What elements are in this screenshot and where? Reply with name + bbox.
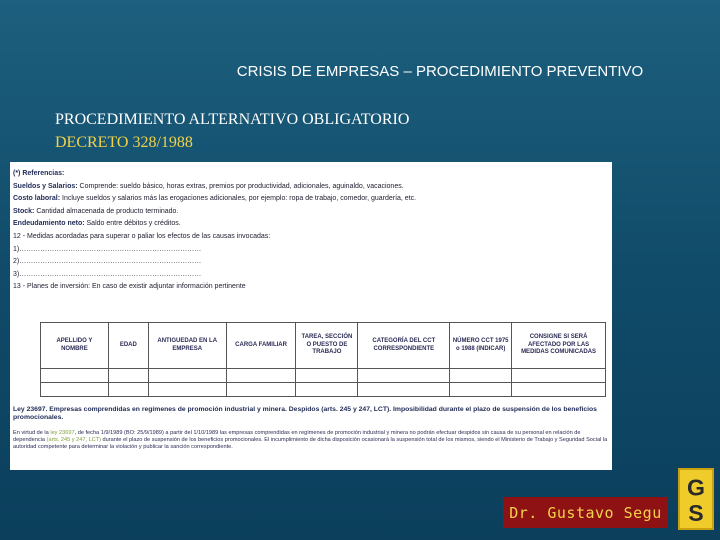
column-header: NÚMERO CCT 1975 o 1988 (INDICAR) — [450, 323, 512, 369]
measure-item: 2)…………………………………………………………………… — [13, 258, 202, 266]
personnel-table — [40, 322, 606, 397]
column-header: APELLIDO Y NOMBRE — [41, 323, 109, 369]
table-row — [41, 383, 606, 397]
column-header: ANTIGUEDAD EN LA EMPRESA — [148, 323, 226, 369]
procedure-heading: PROCEDIMIENTO ALTERNATIVO OBLIGATORIO — [55, 111, 410, 128]
column-header: TAREA, SECCIÓN O PUESTO DE TRABAJO — [296, 323, 358, 369]
references-section — [13, 168, 609, 294]
law-link[interactable]: ley 23697 — [50, 430, 75, 436]
slide-title: CRISIS DE EMPRESAS – PROCEDIMIENTO PREVENTIVO — [236, 63, 644, 80]
law-body: En virtud de la ley 23697, de fecha 1/9/1989 (BO: 25/9/1989) a partir del 1/10/1989 las empresas comprendidas en regímenes de promoción industrial y minera no podrán efectuar despidos sin causa de su personal en relación de dependencia (arts. 245 y 247, LCT) durante el plazo de suspensión de los beneficios promocionales. El incumplimiento de dicha disposición ocasionará la suspensión total de los mismos, siendo el Ministerio de Trabajo y Seguridad Social la autoridad competente para determinar la violación y publicar la sanción correspondiente. — [13, 430, 608, 451]
table-cell — [41, 383, 109, 397]
table-cell — [148, 369, 226, 383]
law-heading: Ley 23697. Empresas comprendidas en regímenes de promoción industrial y minera. Despidos (arts. 245 y 247, LCT). Imposibilidad durante el plazo de suspensión de los beneficios promocionales. — [13, 406, 597, 421]
measure-item: 3)…………………………………………………………………… — [13, 270, 202, 278]
table-cell — [296, 369, 358, 383]
column-header: CONSIGNE SI SERÁ AFECTADO POR LAS MEDIDAS COMUNICADAS — [512, 323, 606, 369]
table-cell — [450, 369, 512, 383]
measure-item: 1)…………………………………………………………………… — [13, 245, 202, 253]
gs-logo-mark — [680, 470, 712, 528]
references-heading: (*) Referencias: — [13, 170, 65, 177]
table-cell — [358, 369, 450, 383]
table-cell — [358, 383, 450, 397]
svg-text:G: G — [687, 474, 705, 501]
table-cell — [148, 383, 226, 397]
reference-line: Sueldos y Salarios: Comprende: sueldo básico, horas extras, premios por productividad, adicionales, aguinaldo, vacaciones. — [13, 182, 404, 190]
author-signature: Dr. Gustavo Segu — [503, 497, 668, 528]
table-cell — [512, 383, 606, 397]
measures-line: 12 - Medidas acordadas para superar o paliar los efectos de las causas invocadas: — [13, 232, 271, 240]
svg-text:S: S — [688, 500, 704, 527]
reference-line: Endeudamiento neto: Saldo entre débitos y créditos. — [13, 220, 181, 228]
column-header: EDAD — [108, 323, 148, 369]
column-header: CARGA FAMILIAR — [226, 323, 296, 369]
table-cell — [226, 383, 296, 397]
column-header: CATEGORÍA DEL CCT CORRESPONDIENTE — [358, 323, 450, 369]
table-header-row — [41, 323, 606, 369]
articles-link[interactable]: (arts. 245 y 247, LCT) — [46, 437, 101, 444]
decree-heading: DECRETO 328/1988 — [55, 134, 193, 151]
table-cell — [41, 369, 109, 383]
table-cell — [108, 383, 148, 397]
reference-line: Stock: Cantidad almacenada de producto terminado. — [13, 207, 179, 215]
table-cell — [226, 369, 296, 383]
table-row — [41, 369, 606, 383]
decree-document-scan — [10, 162, 612, 470]
reference-line: Costo laboral: Incluye sueldos y salarios más las erogaciones adicionales, por ejemplo: ropa de trabajo, comedor, guardería, etc. — [13, 195, 417, 203]
investment-plans-line: 13 - Planes de inversión: En caso de existir adjuntar información pertinente — [13, 283, 246, 291]
table-cell — [296, 383, 358, 397]
table-cell — [512, 369, 606, 383]
table-cell — [108, 369, 148, 383]
gs-logo — [678, 468, 714, 530]
table-cell — [450, 383, 512, 397]
